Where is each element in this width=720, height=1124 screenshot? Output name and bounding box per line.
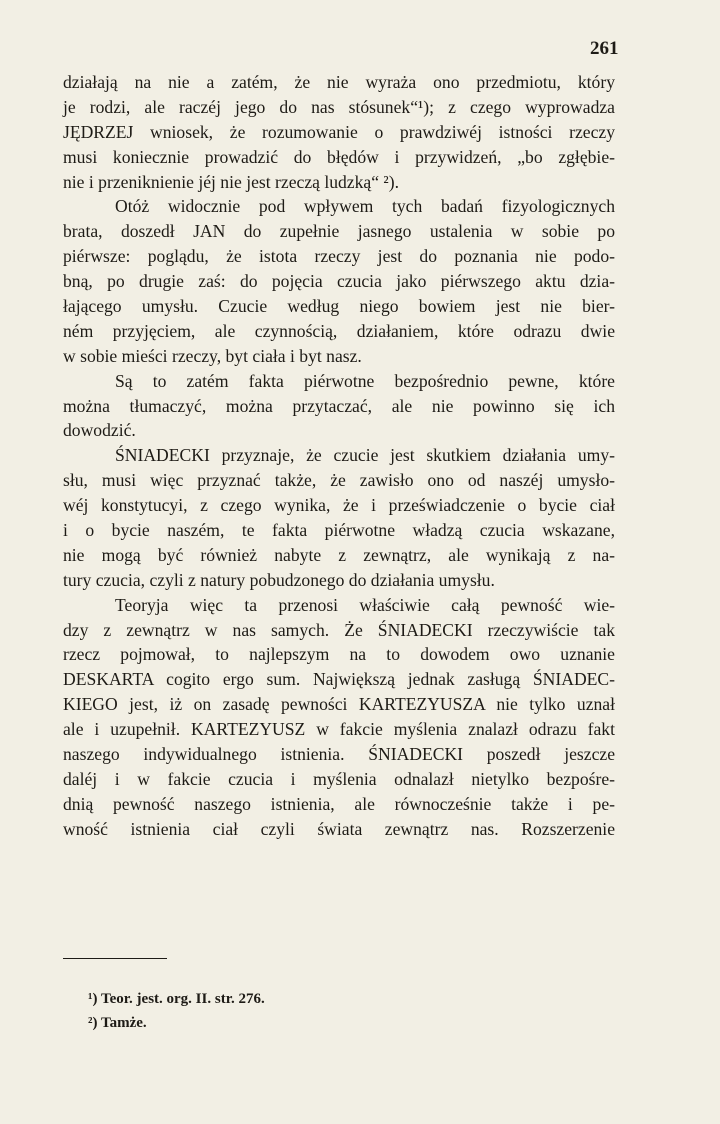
- text-line: Teoryja więc ta przenosi właściwie całą pewność wie-: [115, 594, 615, 615]
- text-line: DESKARTA cogito ergo sum. Największą jednak zasługą ŚNIADEC-: [63, 669, 615, 690]
- text-line: brata, doszedł JAN do zupełnie jasnego ustalenia w sobie po: [63, 221, 615, 242]
- text-line: je rodzi, ale raczéj jego do nas stósunek“¹); z czego wyprowadza: [63, 96, 615, 117]
- footnote-rule: [63, 958, 167, 959]
- text-line: słu, musi więc przyznać także, że zawisło ono od naszéj umysło-: [63, 470, 615, 491]
- text-line: KIEGO jest, iż on zasadę pewności KARTEZYUSZA nie tylko uznał: [63, 694, 615, 715]
- text-line: bną, po drugie zaś: do pojęcia czucia jako piérwszego aktu dzia-: [63, 271, 615, 292]
- text-line: dowodzić.: [63, 420, 136, 441]
- text-line: ném przyjęciem, ale czynnością, działaniem, które odrazu dwie: [63, 320, 615, 341]
- text-line: daléj i w fakcie czucia i myślenia odnalazł nietylko bezpośre-: [63, 768, 615, 789]
- text-line: wéj konstytucyi, z czego wynika, że i przeświadczenie o bycie ciał: [63, 495, 615, 516]
- text-line: można tłumaczyć, można przytaczać, ale nie powinno się ich: [63, 395, 615, 416]
- text-line: łającego umysłu. Czucie według niego bowiem jest nie bier-: [63, 296, 615, 317]
- text-line: JĘDRZEJ wniosek, że rozumowanie o prawdziwéj istności rzeczy: [63, 121, 615, 142]
- text-line: Są to zatém fakta piérwotne bezpośrednio pewne, które: [115, 370, 615, 391]
- text-line: wność istnienia ciał czyli świata zewnątrz nas. Rozszerzenie: [63, 818, 615, 839]
- text-line: naszego indywidualnego istnienia. ŚNIADECKI poszedł jeszcze: [63, 744, 615, 765]
- page-number: 261: [590, 38, 619, 59]
- text-line: działają na nie a zatém, że nie wyraża ono przedmiotu, który: [63, 72, 615, 92]
- footnotes: [88, 987, 265, 1035]
- footnote-1: ¹) Teor. jest. org. II. str. 276.: [88, 991, 265, 1007]
- text-line: Otóż widocznie pod wpływem tych badań fizyologicznych: [115, 196, 615, 217]
- text-line: piérwsze: poglądu, że istota rzeczy jest do poznania nie podo-: [63, 246, 615, 267]
- text-line: dnią pewność naszego istnienia, ale równocześnie także i pe-: [63, 793, 615, 814]
- text-line: nie mogą być również nabyte z zewnątrz, ale wynikają z na-: [63, 544, 615, 565]
- text-line: ale i uzupełnił. KARTEZYUSZ w fakcie myślenia znalazł odrazu fakt: [63, 719, 615, 740]
- text-line: w sobie mieści rzeczy, byt ciała i byt nasz.: [63, 345, 362, 366]
- text-line: ŚNIADECKI przyznaje, że czucie jest skutkiem działania umy-: [115, 445, 615, 466]
- text-line: i o bycie naszém, te fakta piérwotne władzą czucia wskazane,: [63, 520, 615, 541]
- text-line: dzy z zewnątrz w nas samych. Że ŚNIADECKI rzeczywiście tak: [63, 619, 615, 640]
- body-text: [63, 70, 615, 842]
- text-line: rzecz pojmował, to najlepszym na to dowodem owo uznanie: [63, 644, 615, 665]
- footnote-2: ²) Tamże.: [88, 1015, 147, 1031]
- text-line: nie i przeniknienie jéj nie jest rzeczą ludzką“ ²).: [63, 171, 399, 192]
- text-line: musi koniecznie prowadzić do błędów i przywidzeń, „bo zgłębie-: [63, 146, 615, 167]
- text-line: tury czucia, czyli z natury pobudzonego do działania umysłu.: [63, 569, 495, 590]
